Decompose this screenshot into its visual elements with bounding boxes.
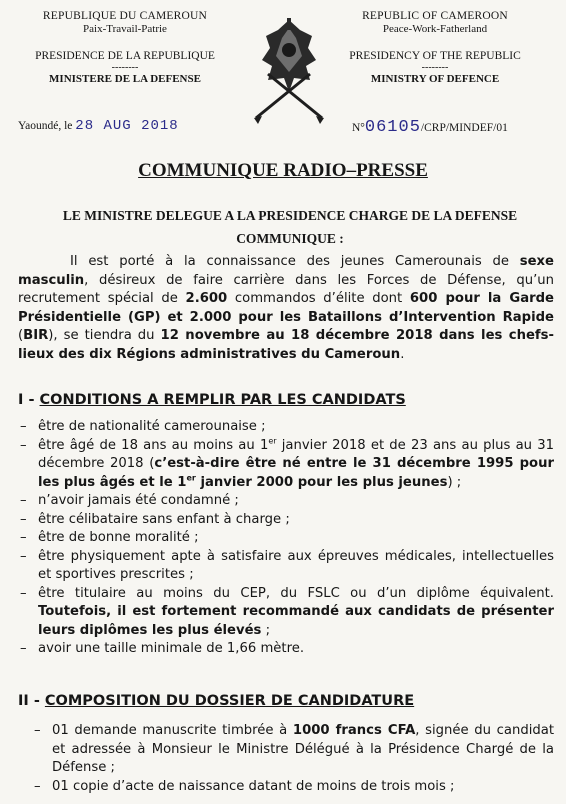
condition-no-conviction: n’avoir jamais été condamné ;: [38, 493, 239, 508]
list-item: [18, 418, 554, 437]
ref-prefix: N°: [352, 122, 365, 134]
intro-paragraph: [18, 253, 554, 364]
list-item: [18, 492, 554, 511]
list-item: [18, 529, 554, 548]
superscript-er: er: [268, 436, 277, 446]
section-1-list: [18, 418, 554, 659]
condition-diploma: être titulaire au moins du CEP, du FSLC ou d’un diplôme équivalent.: [38, 585, 554, 601]
superscript-er-2: er: [186, 473, 196, 483]
date-stamp: 28 AUG 2018: [75, 118, 179, 134]
list-item: [18, 548, 554, 585]
issuer-block: [40, 204, 540, 250]
motto-en: Peace-Work-Fatherland: [382, 23, 488, 35]
condition-diploma-bold: Toutefois, il est fortement recommandé aux candidats de présenter leurs diplômes les plus élevés: [38, 604, 554, 638]
ministry-fr: MINISTERE DE LA DEFENSE: [49, 73, 201, 85]
document-request-fee: 1000 francs CFA: [292, 723, 416, 738]
country-en: REPUBLIC OF CAMEROON: [362, 10, 508, 22]
motto-fr: Paix-Travail-Patrie: [83, 23, 167, 35]
list-item: [18, 585, 554, 641]
condition-age-bold-2: janvier 2000 pour les plus jeunes: [195, 474, 448, 490]
document-request-1: 01 demande manuscrite timbrée à: [52, 723, 293, 738]
intro-bold-1: sexe masculin: [18, 254, 554, 288]
intro-text-4: (: [18, 328, 24, 343]
condition-physical: être physiquement apte à satisfaire aux épreuves médicales, intellectuelles et sportives prescrites ;: [38, 548, 554, 582]
list-item: [18, 640, 554, 659]
document-request-2: , signée du candidat et adressée à Monsieur le Ministre Délégué à la Présidence Chargé de la Défense ;: [52, 723, 554, 775]
dashes-fr: --------: [111, 62, 139, 73]
intro-bold-2: 2.600: [185, 291, 228, 306]
intro-bold-3: 600 pour la Garde Présidentielle (GP) et 2.000 pour les Bataillons d’Intervention Rapide: [18, 291, 554, 325]
condition-diploma-end: ;: [261, 622, 271, 638]
communique-label: COMMUNIQUE :: [236, 231, 344, 246]
list-item: [18, 778, 554, 797]
reference-line: [352, 118, 508, 137]
condition-height: avoir une taille minimale de 1,66 mètre.: [38, 641, 305, 656]
section-1-title: CONDITIONS A REMPLIR PAR LES CANDIDATS: [39, 392, 406, 408]
intro-text-1: Il est porté à la connaissance des jeunes Camerounais de: [70, 254, 520, 269]
intro-text-5: ), se tiendra du: [48, 328, 161, 343]
section-2-number: II -: [18, 693, 45, 709]
intro-bold-4: BIR: [23, 328, 49, 343]
country-fr: REPUBLIQUE DU CAMEROUN: [42, 10, 208, 22]
section-2-title: COMPOSITION DU DOSSIER DE CANDIDATURE: [44, 693, 415, 709]
document-birth-certificate: 01 copie d’acte de naissance datant de moins de trois mois ;: [52, 778, 455, 794]
defence-emblem-icon: [248, 14, 330, 126]
condition-morality: être de bonne moralité ;: [38, 530, 199, 545]
list-item: [18, 511, 554, 530]
ref-number: 06105: [364, 118, 421, 137]
issuer-line: LE MINISTRE DELEGUE A LA PRESIDENCE CHARGE DE LA DEFENSE: [62, 208, 518, 223]
section-2-list: [18, 722, 554, 796]
condition-age-1: être âgé de 18 ans au moins au 1: [38, 437, 269, 453]
section-1-number: I -: [18, 392, 40, 408]
condition-age-2: janvier 2018 et de 23 ans au plus au 31 décembre 2018 (: [38, 437, 555, 471]
condition-age-end: ) ;: [447, 474, 462, 490]
section-1-heading: [18, 392, 406, 408]
section-2-heading: [18, 693, 414, 709]
presidency-en: PRESIDENCY OF THE REPUBLIC: [349, 50, 521, 62]
ministry-en: MINISTRY OF DEFENCE: [370, 73, 500, 85]
header-left: [30, 10, 220, 86]
condition-nationality: être de nationalité camerounaise ;: [38, 419, 266, 434]
dashes-en: --------: [421, 62, 449, 73]
condition-age-bold-1: c’est-à-dire être né entre le 31 décembre 1995 pour les plus âgés et le 1: [38, 456, 554, 490]
condition-single: être célibataire sans enfant à charge ;: [38, 511, 290, 527]
intro-text-6: .: [400, 346, 405, 362]
intro-bold-5: 12 novembre au 18 décembre 2018 dans les chefs-lieux des dix Régions administratives du Cameroun: [18, 328, 554, 362]
document-title: COMMUNIQUE RADIO–PRESSE: [138, 160, 428, 181]
intro-text-3: commandos d’élite dont: [227, 291, 410, 306]
ref-suffix: /CRP/MINDEF/01: [420, 122, 508, 134]
date-line: [18, 118, 179, 134]
date-prefix: Yaoundé, le: [18, 120, 73, 132]
list-item: [18, 722, 554, 778]
header-right: [340, 10, 530, 86]
intro-text-2: , désireux de faire carrière dans les Forces de Défense, qu’un recrutement spécial de: [18, 272, 554, 306]
list-item: [18, 437, 554, 493]
presidency-fr: PRESIDENCE DE LA REPUBLIQUE: [35, 50, 215, 62]
